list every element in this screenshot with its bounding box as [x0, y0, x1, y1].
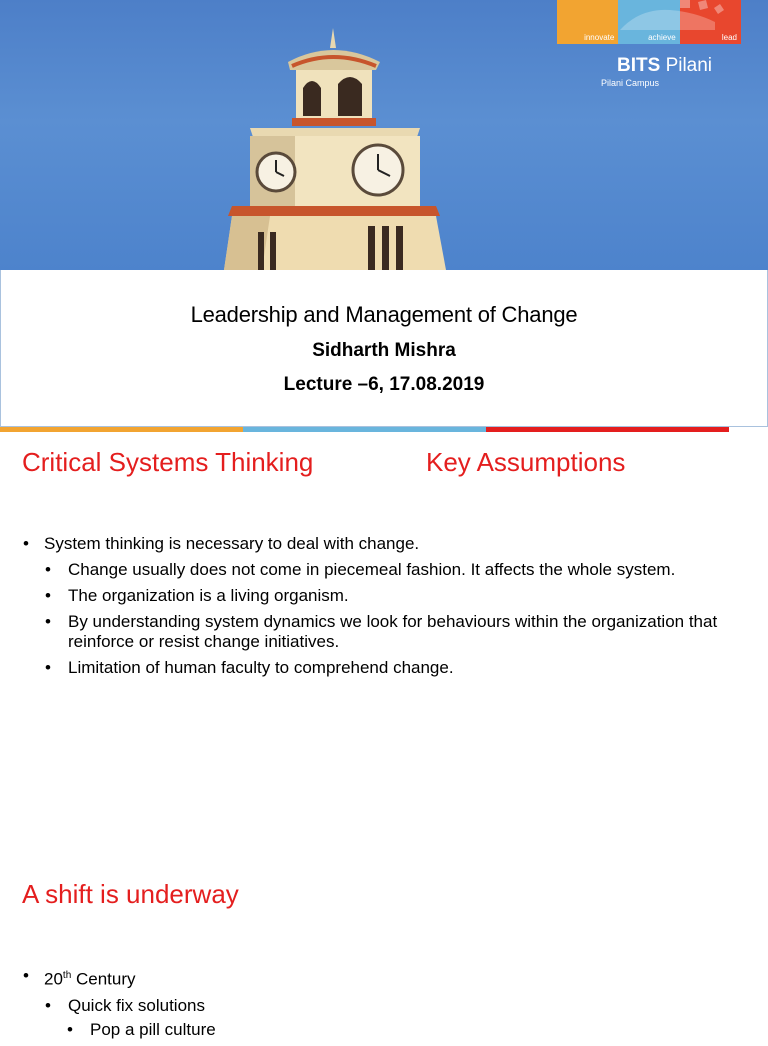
divider-red [486, 427, 729, 432]
shift-list [23, 966, 723, 1046]
brand-rest: Pilani [665, 55, 713, 76]
gear-icon [620, 0, 741, 30]
list-item: • By understanding system dynamics we look for behaviours within the organization that reinforce or resist change initiatives. [45, 612, 723, 652]
header-photo [0, 0, 768, 270]
list-item: • Limitation of human faculty to comprehend change. [45, 658, 723, 678]
course-title: Leadership and Management of Change [190, 302, 578, 327]
list-item: • Change usually does not come in piecemeal fashion. It affects the whole system. [45, 560, 723, 580]
lecture-info: Lecture –6, 17.08.2019 [283, 374, 485, 395]
brand-bold: BITS [617, 55, 661, 76]
list-item: • The organization is a living organism. [45, 586, 723, 606]
list-item [23, 966, 723, 990]
logo-segment-label: achieve [648, 33, 676, 42]
list-item: • Quick fix solutions [45, 996, 723, 1016]
logo-segment-label: innovate [584, 33, 615, 42]
century-label: Century [71, 969, 136, 989]
century-suffix: th [62, 970, 72, 981]
century-number: 20 [44, 969, 63, 989]
list-item: • System thinking is necessary to deal with change. [23, 534, 723, 554]
logo-segment-label: lead [721, 33, 737, 42]
list-item: • Pop a pill culture [67, 1020, 723, 1040]
title-slide [0, 0, 768, 431]
slide-heading-left: Critical Systems Thinking [22, 447, 314, 477]
bits-pilani-brand [617, 55, 712, 77]
shift-heading: A shift is underway [22, 879, 239, 909]
divider-blue [243, 427, 486, 432]
color-divider [0, 427, 729, 432]
campus-label: Pilani Campus [601, 78, 660, 88]
divider-orange [0, 427, 243, 432]
logo-segment-innovate [557, 0, 618, 44]
assumptions-list [23, 534, 723, 684]
slide-heading-right: Key Assumptions [426, 447, 626, 477]
presenter-name: Sidharth Mishra [312, 340, 456, 361]
